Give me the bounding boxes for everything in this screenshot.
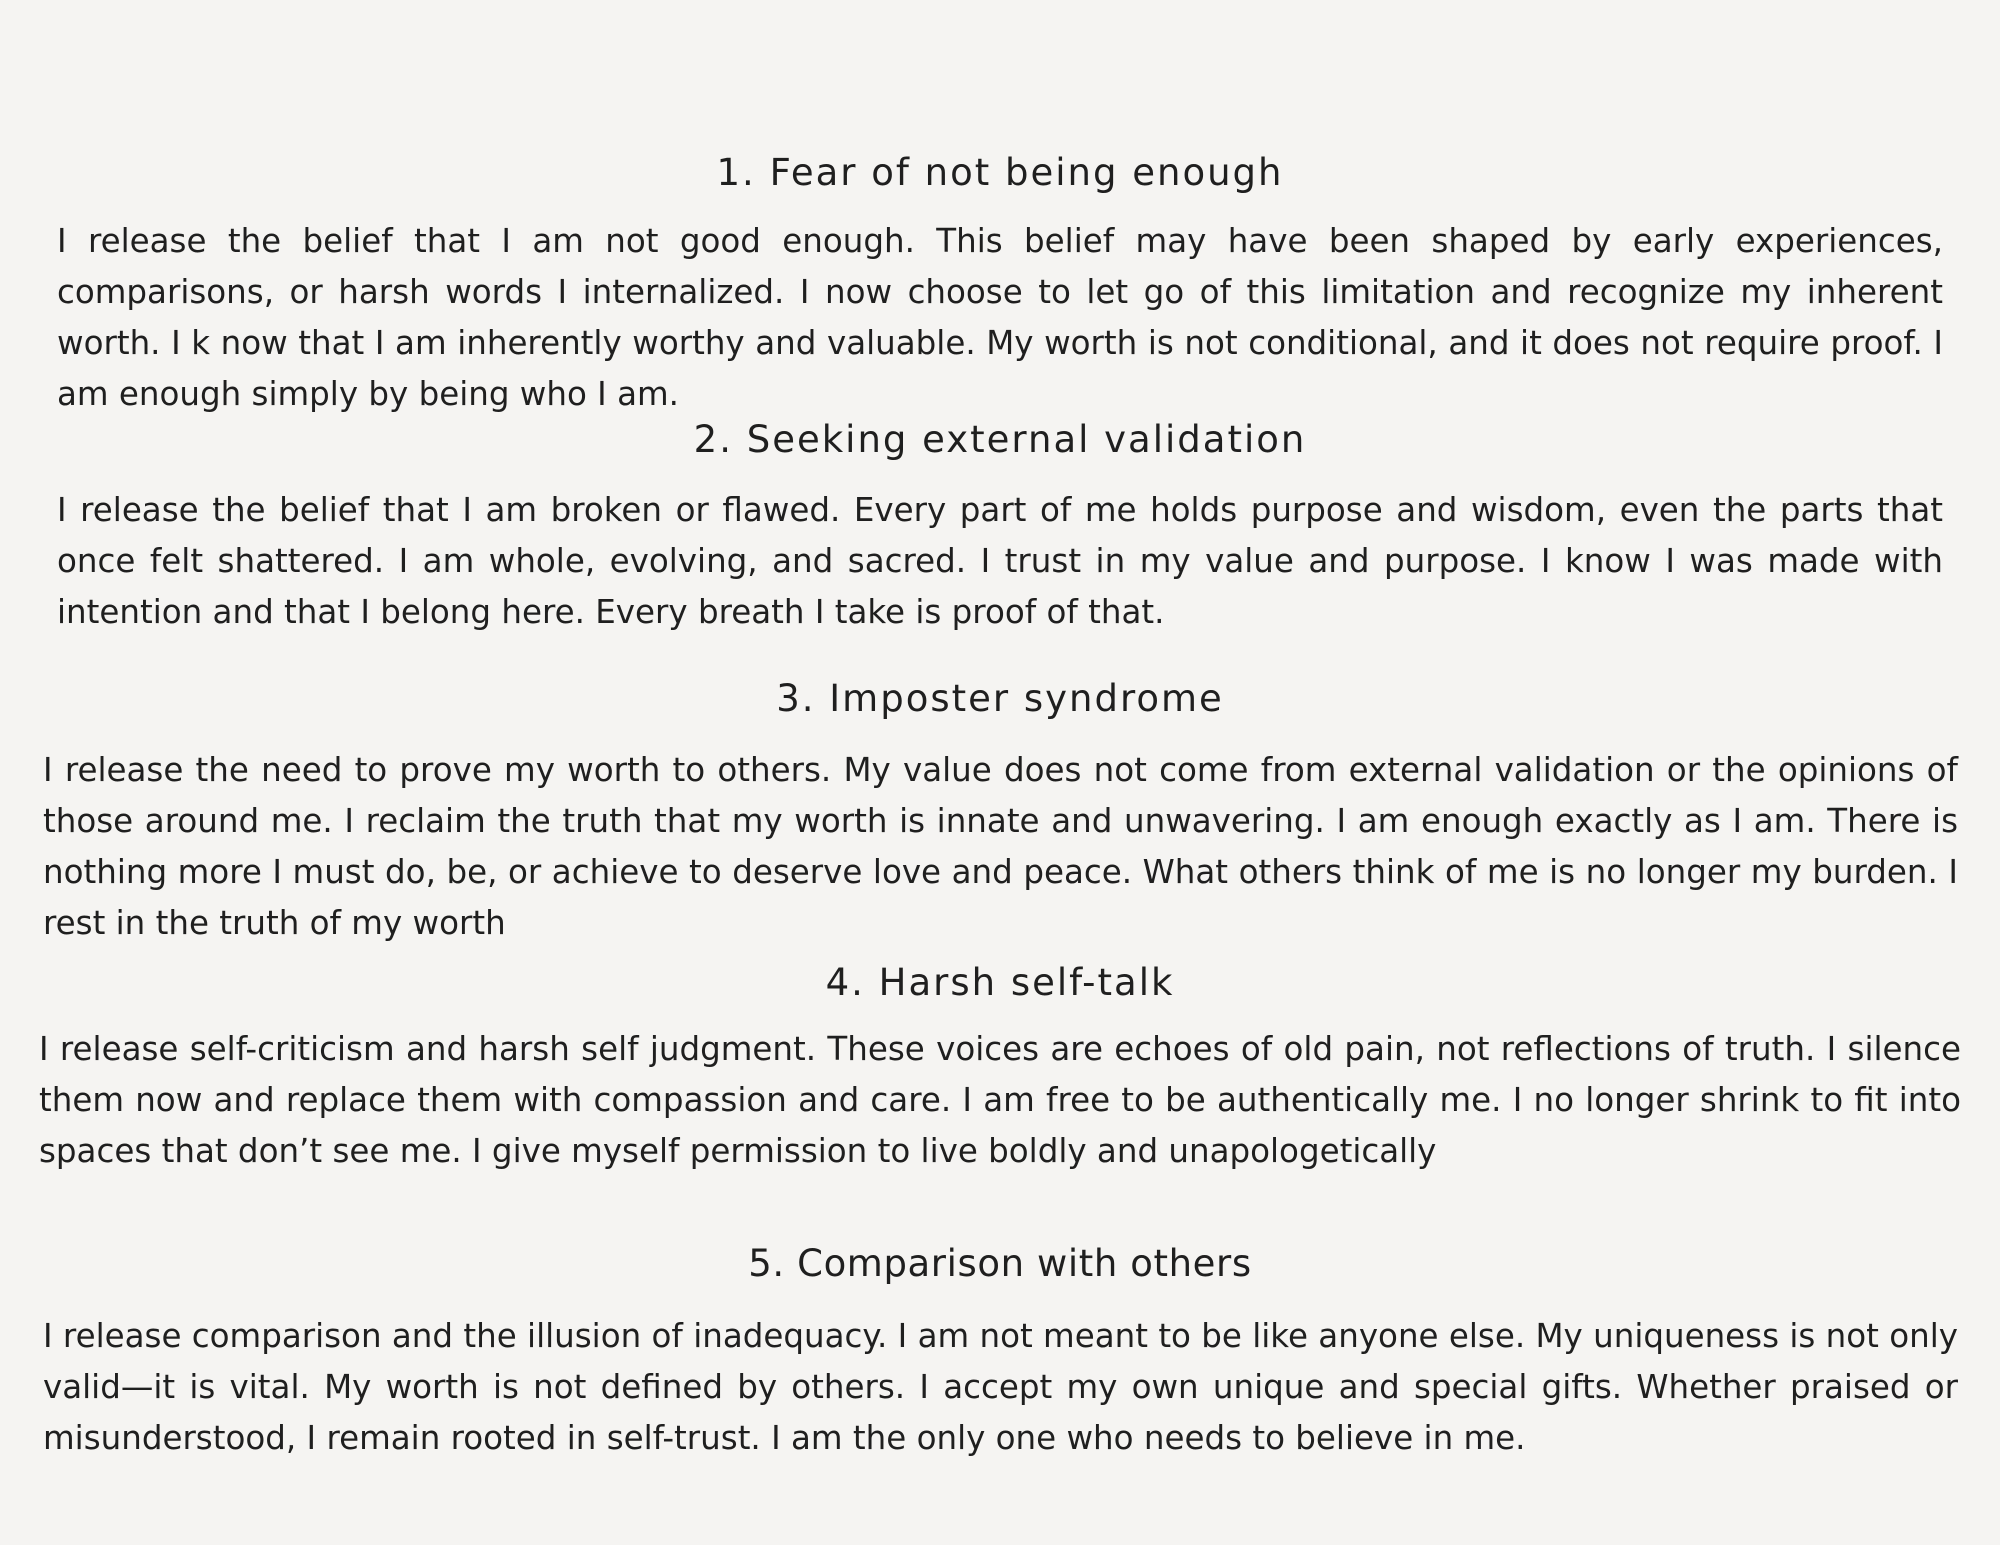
section-heading: 1. Fear of not being enough bbox=[716, 151, 1284, 194]
section-paragraph: I release the belief that I am not good enough. This belief may have been shaped by early experiences, comparisons, or harsh words I internalized. I now choose to let go of this limitation and recognize my inherent worth. I k now that I am inherently worthy and valuable. My worth is not conditional, and it does not require proof. I am enough simply by being who I am. bbox=[57, 222, 1943, 413]
section-heading: 4. Harsh self-talk bbox=[825, 961, 1175, 1004]
section-paragraph: I release the belief that I am broken or flawed. Every part of me holds purpose and wisdom, even the parts that once felt shattered. I am whole, evolving, and sacred. I trust in my value and purpose. I know I was made with intention and that I belong here. Every breath I take is proof of that. bbox=[57, 491, 1943, 631]
section-paragraph: I release comparison and the illusion of inadequacy. I am not meant to be like anyone else. My uniqueness is not only valid—it is vital. My worth is not defined by others. I accept my own unique and special gifts. Whether praised or misunderstood, I remain rooted in self-trust. I am the only one who needs to believe in me. bbox=[43, 1317, 1958, 1457]
section-paragraph: I release self-criticism and harsh self judgment. These voices are echoes of old pain, not reflections of truth. I silence them now and replace them with compassion and care. I am free to be authentically me. I no longer shrink to fit into spaces that don’t see me. I give myself permission to live boldly and unapologetically bbox=[39, 1030, 1961, 1170]
section-heading: 2. Seeking external validation bbox=[693, 418, 1307, 461]
section-paragraph: I release the need to prove my worth to others. My value does not come from external validation or the opinions of those around me. I reclaim the truth that my worth is innate and unwavering. I am enough exactly as I am. There is nothing more I must do, be, or achieve to deserve love and peace. What others think of me is no longer my burden. I rest in the truth of my worth bbox=[43, 751, 1958, 942]
section-heading: 5. Comparison with others bbox=[748, 1242, 1252, 1285]
section-heading: 3. Imposter syndrome bbox=[776, 677, 1224, 720]
